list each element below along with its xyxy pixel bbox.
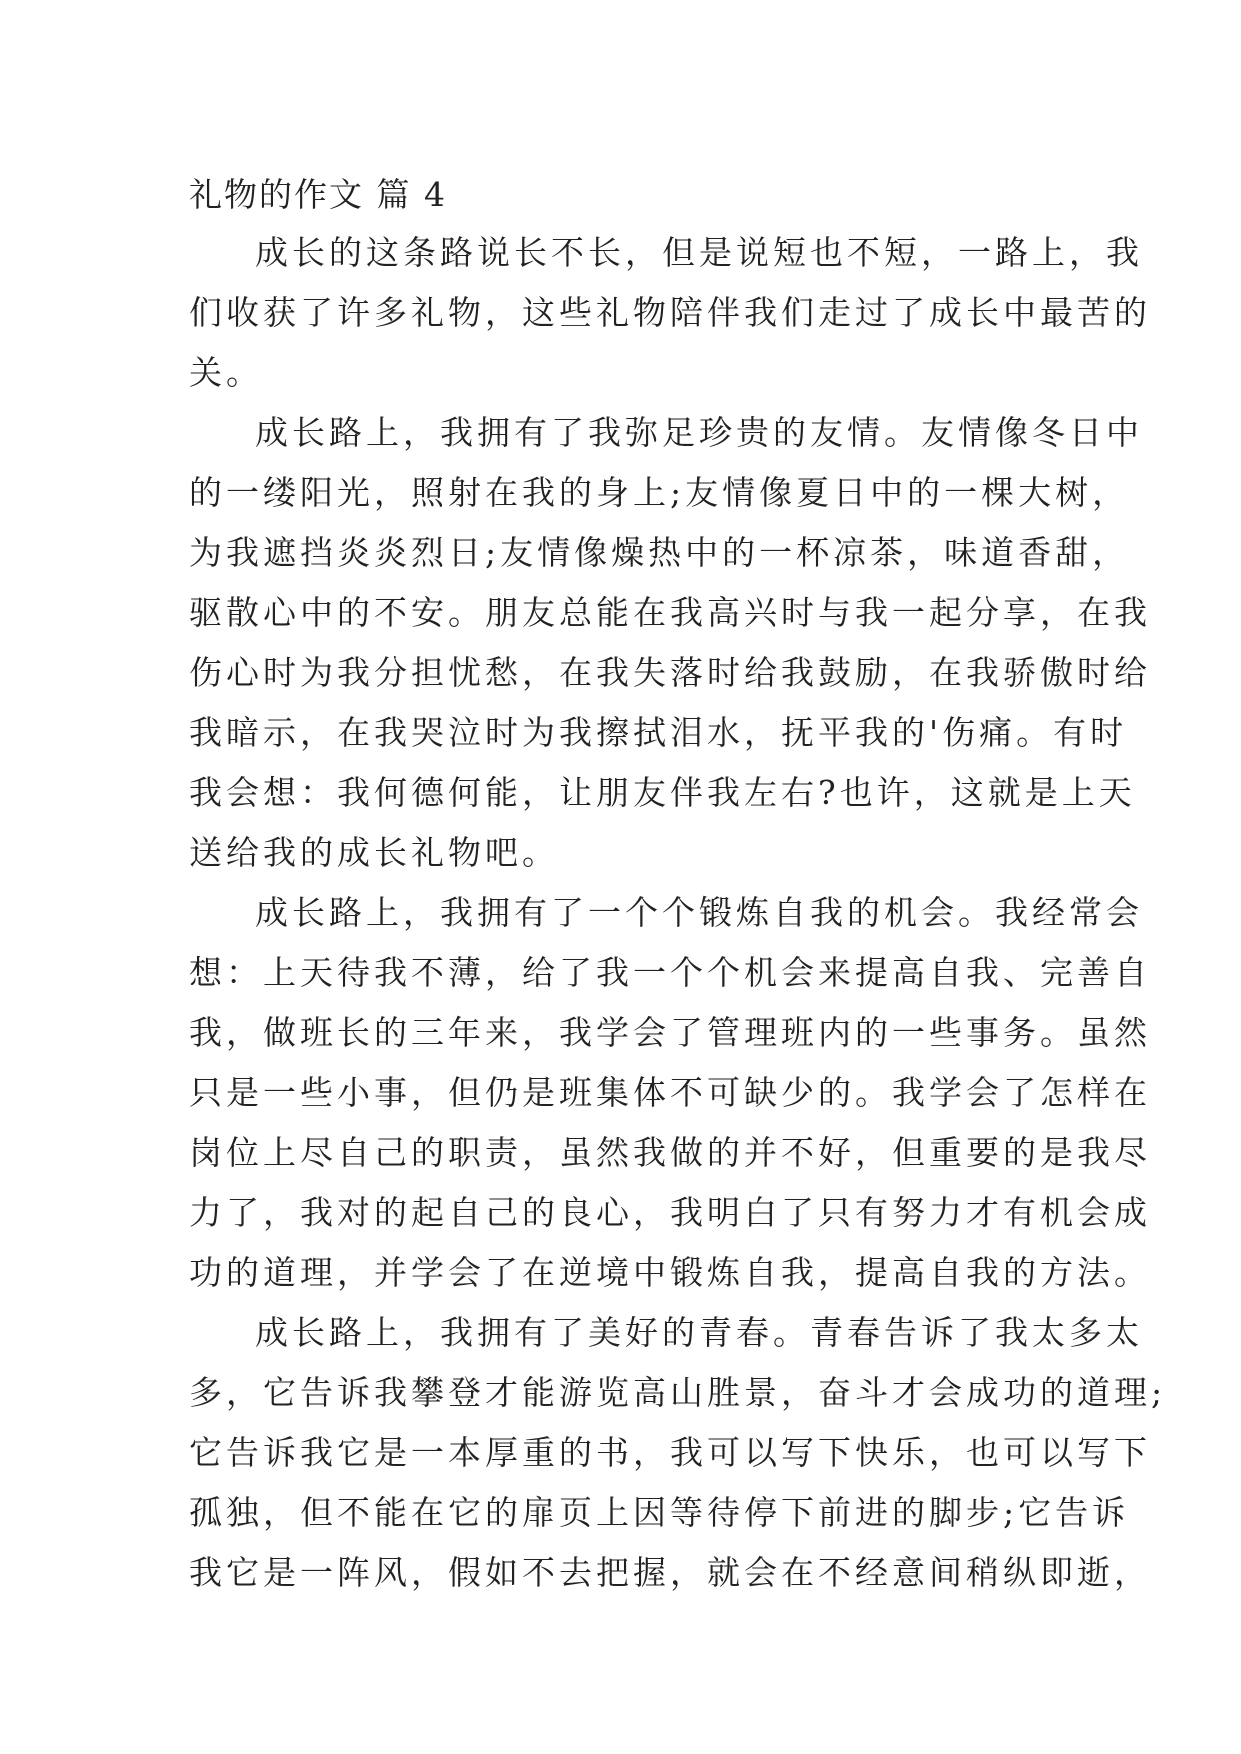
text-line: 成长的这条路说长不长，但是说短也不短，一路上，我 xyxy=(255,233,1143,272)
text-line: 成长路上，我拥有了一个个锻炼自我的机会。我经常会 xyxy=(255,893,1143,932)
text-line: 成长路上，我拥有了美好的青春。青春告诉了我太多太 xyxy=(255,1313,1143,1352)
text-line: 功的道理，并学会了在逆境中锻炼自我，提高自我的方法。 xyxy=(189,1253,1151,1292)
text-line: 想：上天待我不薄，给了我一个个机会来提高自我、完善自 xyxy=(189,953,1151,992)
text-line: 我会想：我何德何能，让朋友伴我左右?也许，这就是上天 xyxy=(189,773,1136,812)
text-line: 驱散心中的不安。朋友总能在我高兴时与我一起分享，在我 xyxy=(189,593,1151,632)
text-line: 我它是一阵风，假如不去把握，就会在不经意间稍纵即逝， xyxy=(189,1553,1151,1592)
text-line: 的一缕阳光，照射在我的身上;友情像夏日中的一棵大树， xyxy=(189,473,1130,512)
text-line: 力了，我对的起自己的良心，我明白了只有努力才有机会成 xyxy=(189,1193,1151,1232)
text-line: 它告诉我它是一本厚重的书，我可以写下快乐，也可以写下 xyxy=(189,1433,1151,1472)
text-line: 送给我的成长礼物吧。 xyxy=(189,833,559,872)
text-line: 伤心时为我分担忧愁，在我失落时给我鼓励，在我骄傲时给 xyxy=(189,653,1151,692)
document-page xyxy=(189,165,1167,1603)
text-line: 为我遮挡炎炎烈日;友情像燥热中的一杯凉茶，味道香甜， xyxy=(189,533,1130,572)
text-line: 只是一些小事，但仍是班集体不可缺少的。我学会了怎样在 xyxy=(189,1073,1151,1112)
text-line: 孤独，但不能在它的扉页上因等待停下前进的脚步;它告诉 xyxy=(189,1493,1130,1532)
text-line: 我暗示，在我哭泣时为我擦拭泪水，抚平我的'伤痛。有时 xyxy=(189,713,1128,752)
text-line: 多，它告诉我攀登才能游览高山胜景，奋斗才会成功的道理; xyxy=(189,1373,1167,1412)
document-title: 礼物的作文 篇 4 xyxy=(189,175,447,214)
text-line: 关。 xyxy=(189,353,263,392)
text-line: 成长路上，我拥有了我弥足珍贵的友情。友情像冬日中 xyxy=(255,413,1143,452)
text-line: 们收获了许多礼物，这些礼物陪伴我们走过了成长中最苦的 xyxy=(189,293,1151,332)
document-body xyxy=(189,223,1167,1603)
text-line: 我，做班长的三年来，我学会了管理班内的一些事务。虽然 xyxy=(189,1013,1151,1052)
text-line: 岗位上尽自己的职责，虽然我做的并不好，但重要的是我尽 xyxy=(189,1133,1151,1172)
